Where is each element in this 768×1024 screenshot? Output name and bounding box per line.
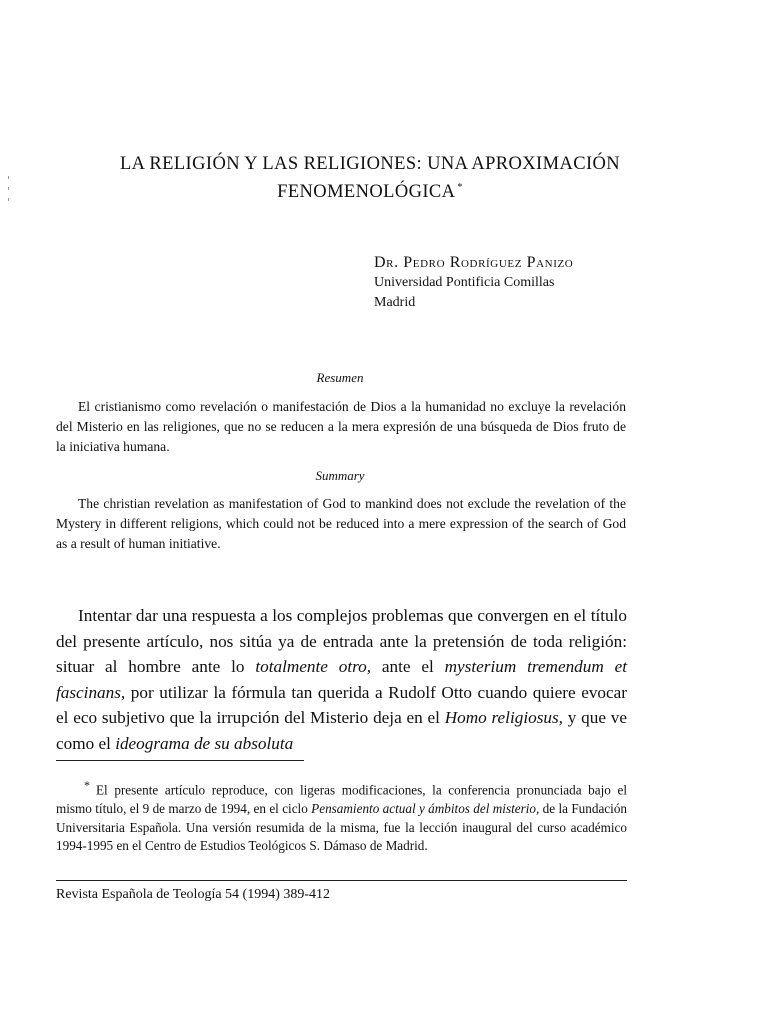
summary-text: The christian revelation as manifestation of God to mankind does not exclude the revelation of the Mystery in different religions, which could not be reduced into a mere expression of the search of God as a result of human initiative. bbox=[56, 496, 626, 551]
author-name: Dr. Pedro Rodríguez Panizo bbox=[374, 254, 574, 271]
resumen-heading: Resumen bbox=[316, 370, 364, 385]
summary-heading: Summary bbox=[315, 468, 365, 483]
footnote-marker: * bbox=[84, 778, 90, 792]
title-line-2-text: FENOMENOLÓGICA bbox=[277, 182, 456, 203]
footnote-text-a: El presente artículo reproduce, con ligeras modificaciones, la conferencia pronunciada bajo el mismo título, el 9 de marzo de 1994, en el ciclo bbox=[56, 782, 627, 816]
body-paragraph bbox=[56, 603, 627, 757]
journal-divider bbox=[56, 880, 627, 881]
article-title bbox=[60, 152, 680, 204]
margin-marks bbox=[8, 176, 10, 216]
body-text-b: ante el bbox=[371, 657, 445, 677]
resumen-text: El cristianismo como revelación o manifestación de Dios a la humanidad no excluye la revelación del Misterio en las religiones, que no se reducen a la mera expresión de una búsqueda de Dios fruto de la iniciativa humana. bbox=[56, 399, 626, 454]
body-italic-2: mysterium tremendum et fascinans, bbox=[56, 657, 628, 702]
body-text-d: y que ve como el bbox=[56, 708, 627, 753]
title-footnote-marker: * bbox=[457, 182, 463, 193]
title-line-2 bbox=[60, 176, 680, 204]
author-city: Madrid bbox=[374, 295, 416, 310]
footnote-divider bbox=[56, 760, 304, 761]
body-text-a: Intentar dar una respuesta a los complejos problemas que convergen en el título del presente artículo, nos sitúa ya de entrada ante la pretensión de toda religión: situar al hombre ante lo bbox=[56, 606, 627, 677]
body-italic-3: Homo religiosus, bbox=[444, 708, 563, 728]
journal-citation: Revista Española de Teología 54 (1994) 389-412 bbox=[56, 887, 331, 902]
footnote bbox=[56, 776, 627, 856]
author-affiliation: Universidad Pontificia Comillas bbox=[374, 275, 555, 290]
author-block bbox=[374, 253, 573, 313]
body-italic-4: ideograma de su absoluta bbox=[115, 733, 294, 753]
body-text-c: por utilizar la fórmula tan querida a Rudolf Otto cuando quiere evocar el eco subjetivo que la irrupción del Misterio deja en el bbox=[56, 682, 627, 728]
footnote-text-b: de la Fundación Universitaria Española. Una versión resumida de la misma, fue la lección inaugural del curso académico 1994-1995 en el Centro de Estudios Teológicos S. Dámaso de Madrid. bbox=[56, 800, 628, 854]
body-italic-1: totalmente otro, bbox=[255, 657, 372, 677]
footnote-italic: Pensamiento actual y ámbitos del misterio, bbox=[311, 800, 540, 816]
title-line-1: LA RELIGIÓN Y LAS RELIGIONES: UNA APROXIMACIÓN bbox=[119, 154, 621, 174]
